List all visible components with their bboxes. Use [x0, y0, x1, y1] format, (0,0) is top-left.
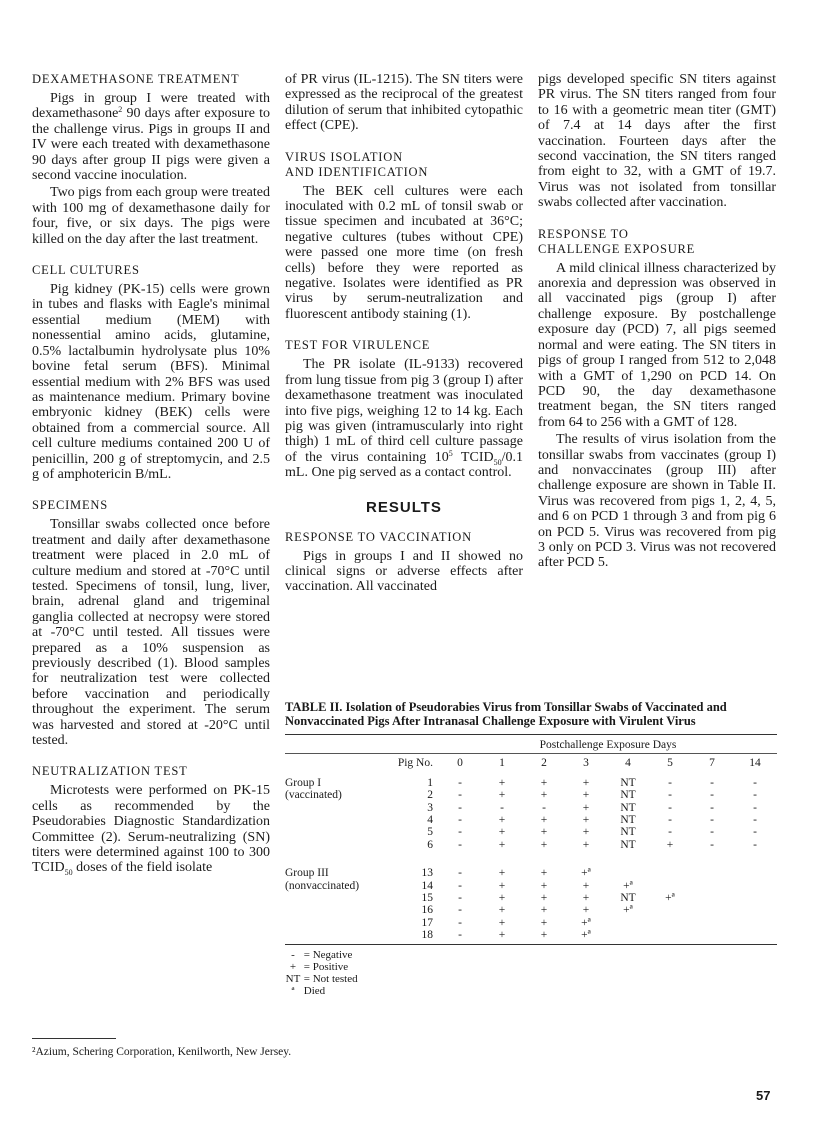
- section-virulence: [285, 338, 523, 480]
- result-cell: [649, 880, 691, 892]
- result-cell: -: [753, 801, 757, 814]
- result-cell: NT: [620, 838, 636, 851]
- result-cell: +: [582, 789, 590, 802]
- legend-symbol: +: [289, 960, 297, 973]
- column-header: 5: [649, 754, 691, 773]
- text: Microtests were performed on PK-15 cells as recommended by the Pseudorabies Diagnostic Standardization Committee (2). Serum-neutralizing (SN) titers were determined against 100 to 300 TCID: [32, 783, 270, 876]
- result-cell: -: [753, 838, 757, 851]
- result-cell: +ª: [581, 929, 591, 942]
- group-i-body: [285, 773, 777, 851]
- result-cell: -: [710, 801, 714, 814]
- result-cell: +: [540, 892, 548, 905]
- table-header-row: [285, 735, 777, 754]
- result-cell: [733, 917, 777, 929]
- superscript: 5: [448, 448, 453, 458]
- section-specimens: [32, 498, 270, 748]
- result-cell: +: [498, 838, 506, 851]
- result-cell: +ª: [623, 879, 633, 892]
- result-cell: +: [498, 867, 506, 880]
- paragraph: pigs developed specific SN titers against PR virus. The SN titers ranged from four to 16 with a geometric mean titer (GMT) of 7.4 at 14 days after the first vaccination. Fourteen days after the second vaccination, the SN titers ranged from eight to 32, with a GMT of 19.7. Virus was not isolated from tonsillar swabs collected after vaccination.: [538, 72, 776, 211]
- result-cell: +: [498, 929, 506, 942]
- result-cell: [733, 929, 777, 941]
- text: /0.1 mL. One pig served as a contact control.: [285, 449, 523, 481]
- result-cell: [607, 929, 649, 941]
- result-cell: +: [540, 776, 548, 789]
- pig-number: 5: [427, 826, 433, 839]
- text: doses of the field isolate: [72, 860, 213, 876]
- pig-number: 3: [427, 801, 433, 814]
- result-cell: [691, 880, 733, 892]
- table-header-row: [285, 754, 777, 773]
- section-continued: [285, 72, 523, 134]
- result-cell: +: [582, 892, 590, 905]
- result-cell: NT: [620, 826, 636, 839]
- table-bottom-rule: [285, 944, 777, 945]
- result-cell: -: [753, 826, 757, 839]
- table-row: [285, 892, 777, 904]
- result-cell: -: [710, 826, 714, 839]
- result-cell: [691, 851, 733, 879]
- paragraph: The BEK cell cultures were each inoculated with 0.2 mL of tonsil swab or tissue specimen and incubated at 36°C; negative cultures (tubes without CPE) were passed one more time (on fresh cells) before they were reported as negative. Isolates were identified as PR virus by serum-neutralization and fluorescent antibody staining (1).: [285, 183, 523, 322]
- result-cell: -: [668, 789, 672, 802]
- subscript: 50: [64, 868, 73, 878]
- result-cell: +ª: [581, 916, 591, 929]
- group-label: (vaccinated): [285, 789, 342, 802]
- result-cell: -: [542, 801, 546, 814]
- section-dexamethasone: [32, 72, 270, 247]
- section-heading: SPECIMENS: [32, 498, 108, 513]
- group-iii-body: [285, 851, 777, 941]
- result-cell: +ª: [581, 867, 591, 880]
- column-header: 3: [565, 754, 607, 773]
- result-cell: +: [582, 801, 590, 814]
- section-heading: NEUTRALIZATION TEST: [32, 764, 188, 779]
- section-heading: CELL CULTURES: [32, 263, 140, 278]
- legend-entry: [285, 985, 777, 997]
- section-neutralization: [32, 764, 270, 878]
- result-cell: +: [540, 929, 548, 942]
- result-cell: +: [582, 814, 590, 827]
- result-cell: +: [582, 838, 590, 851]
- table-row: [285, 929, 777, 941]
- table-row: [285, 839, 777, 851]
- result-cell: -: [458, 776, 462, 789]
- table-row: [285, 851, 777, 879]
- result-cell: -: [710, 838, 714, 851]
- group-label: [285, 929, 393, 941]
- result-cell: +: [540, 916, 548, 929]
- pig-number: 13: [421, 867, 433, 880]
- section-heading: TEST FOR VIRULENCE: [285, 338, 431, 353]
- result-cell: +: [498, 789, 506, 802]
- result-cell: NT: [620, 776, 636, 789]
- paragraph: Pig kidney (PK-15) cells were grown in tubes and flasks with Eagle's minimal essential medium (MEM) with nonessential amino acids, glutamine, 0.5% lactalbumin hydrolysate plus 10% bovine fetal serum (BFS). Minimal essential medium with 2% BFS was used as maintenance medium. Primary bovine embryonic kidney (BEK) cells were obtained from a commercial source. All cell culture mediums contained 200 U of penicillin, 200 g of streptomycin, and 2.5 g of amphotericin B/mL.: [32, 282, 270, 482]
- paragraph: [285, 357, 523, 480]
- section-cell-cultures: [32, 263, 270, 482]
- paragraph: Pigs in groups I and II showed no clinical signs or adverse effects after vaccination. All vaccinated: [285, 548, 523, 595]
- legend-entry: [285, 973, 777, 985]
- results-table: [285, 735, 777, 942]
- result-cell: -: [458, 826, 462, 839]
- pig-number: 18: [421, 929, 433, 942]
- result-cell: +: [498, 892, 506, 905]
- result-cell: +: [540, 879, 548, 892]
- subscript: 50: [493, 457, 502, 467]
- result-cell: [607, 917, 649, 929]
- result-cell: [691, 892, 733, 904]
- group-label: Group I: [285, 776, 322, 789]
- table-row: [285, 773, 777, 789]
- paragraph: [32, 91, 270, 183]
- paragraph: [32, 783, 270, 878]
- result-cell: +: [498, 904, 506, 917]
- group-label: [285, 917, 393, 929]
- group-label: [285, 892, 393, 904]
- result-cell: +: [498, 916, 506, 929]
- legend-symbol: NT: [285, 973, 301, 986]
- span-header: Postchallenge Exposure Days: [539, 739, 677, 751]
- column-header: 7: [691, 754, 733, 773]
- result-cell: [733, 880, 777, 892]
- result-cell: [733, 892, 777, 904]
- table-row: [285, 904, 777, 916]
- column-header: 4: [607, 754, 649, 773]
- result-cell: +: [582, 879, 590, 892]
- result-cell: [607, 851, 649, 879]
- result-cell: NT: [620, 801, 636, 814]
- group-label: [285, 814, 393, 826]
- result-cell: +: [498, 879, 506, 892]
- result-cell: +: [666, 838, 674, 851]
- text: TCID: [452, 449, 494, 465]
- result-cell: +: [540, 789, 548, 802]
- result-cell: -: [710, 776, 714, 789]
- column-header: Pig No.: [393, 754, 439, 773]
- result-cell: +: [540, 867, 548, 880]
- text: 90 days after exposure to the challenge virus. Pigs in groups II and IV were each treated with dexamethasone 90 days after group II pigs were given a second vaccine inoculation.: [32, 106, 270, 184]
- column-2: [285, 72, 523, 597]
- table-row: [285, 826, 777, 838]
- result-cell: -: [710, 789, 714, 802]
- pig-number: 6: [427, 838, 433, 851]
- pig-number: 17: [421, 916, 433, 929]
- legend-entry: [285, 961, 777, 973]
- section-virus-isolation: [285, 150, 523, 323]
- footnote-mark: 2: [118, 105, 123, 115]
- pig-number: 4: [427, 814, 433, 827]
- pig-number: 15: [421, 892, 433, 905]
- legend-entry: [285, 949, 777, 961]
- result-cell: -: [710, 814, 714, 827]
- result-cell: +ª: [623, 904, 633, 917]
- column-3: [538, 72, 776, 573]
- column-1: [32, 72, 270, 892]
- result-cell: -: [458, 916, 462, 929]
- section-heading: DEXAMETHASONE TREATMENT: [32, 72, 240, 86]
- result-cell: [733, 851, 777, 879]
- result-cell: [691, 904, 733, 916]
- result-cell: NT: [620, 789, 636, 802]
- paragraph: Tonsillar swabs collected once before treatment and daily after dexamethasone treatment were placed in 2.0 mL of culture medium and stored at -70°C until tested. Specimens of tonsil, lung, liver, brain, adrenal gland and trigeminal ganglia collected at necropsy were stored at -70°C until tested. All tissues were prepared as a 10% suspension as previously described (1). Blood samples for neutralization test were collected before vaccination and periodically throughout the experiment. The serum was harvested and stored at -20°C until tested.: [32, 517, 270, 749]
- section-response-challenge: [538, 227, 776, 571]
- pig-number: 2: [427, 789, 433, 802]
- table-caption: TABLE II. Isolation of Pseudorabies Virus from Tonsillar Swabs of Vaccinated and Nonvaccinated Pigs After Intranasal Challenge Exposure with Virulent Virus: [285, 700, 727, 728]
- legend-text: = Not tested: [301, 973, 358, 986]
- result-cell: [649, 851, 691, 879]
- group-label: [285, 802, 393, 814]
- pig-number: 1: [427, 776, 433, 789]
- section-heading: [285, 150, 523, 180]
- result-cell: -: [668, 801, 672, 814]
- result-cell: [649, 929, 691, 941]
- table-row: [285, 917, 777, 929]
- table-row: [285, 880, 777, 892]
- group-label: [285, 826, 393, 838]
- result-cell: -: [458, 879, 462, 892]
- result-cell: -: [458, 838, 462, 851]
- result-cell: [691, 929, 733, 941]
- result-cell: -: [458, 892, 462, 905]
- result-cell: [691, 917, 733, 929]
- group-label: [285, 904, 393, 916]
- result-cell: +: [582, 904, 590, 917]
- result-cell: +: [540, 826, 548, 839]
- legend-text: = Positive: [301, 960, 349, 973]
- result-cell: +: [498, 814, 506, 827]
- table-legend: [285, 949, 777, 998]
- result-cell: -: [458, 904, 462, 917]
- result-cell: +: [540, 814, 548, 827]
- paragraph: Two pigs from each group were treated with 100 mg of dexamethasone daily for four, five, or six days. The pigs were killed on the day after the last treatment.: [32, 185, 270, 247]
- legend-text: Died: [301, 985, 326, 998]
- text: The PR isolate (IL-9133) recovered from lung tissue from pig 3 (group I) after dexamethasone treatment was inoculated into five pigs, weighing 12 to 14 kg. Each pig was given (intramuscularly into right thigh) 1 mL of third cell culture passage of the virus containing 10: [285, 357, 523, 465]
- section-heading: [538, 227, 776, 257]
- column-header: 1: [481, 754, 523, 773]
- pig-number: 14: [421, 879, 433, 892]
- result-cell: +ª: [665, 892, 675, 905]
- table-row: [285, 789, 777, 801]
- result-cell: [733, 904, 777, 916]
- result-cell: -: [753, 814, 757, 827]
- footnote-rule: [32, 1038, 116, 1039]
- result-cell: +: [540, 904, 548, 917]
- result-cell: +: [498, 776, 506, 789]
- result-cell: -: [500, 801, 504, 814]
- result-cell: +: [582, 826, 590, 839]
- heading-line: VIRUS ISOLATION: [285, 149, 403, 164]
- group-label: (nonvaccinated): [285, 879, 360, 892]
- result-cell: NT: [620, 892, 636, 905]
- result-cell: -: [753, 776, 757, 789]
- paragraph: A mild clinical illness characterized by anorexia and depression was observed in all vaccinated pigs (group I) after challenge exposure. By postchallenge exposure day (PCD) 7, all pigs seemed normal and were eating. The SN titers in pigs of group I ranged from 512 to 2,048 with a GMT of 1,290 on PCD 14. On PCD 90, the day dexamethasone treatment began, the SN titers ranged from 64 to 256 with a GMT of 128.: [538, 260, 776, 430]
- legend-symbol: ª: [291, 985, 295, 998]
- group-label: [285, 839, 393, 851]
- table-row: [285, 802, 777, 814]
- legend-symbol: -: [291, 948, 295, 961]
- table-ii: [285, 700, 777, 998]
- column-header: 2: [523, 754, 565, 773]
- result-cell: NT: [620, 814, 636, 827]
- section-heading: RESPONSE TO VACCINATION: [285, 529, 472, 544]
- results-heading: RESULTS: [366, 498, 442, 516]
- result-cell: -: [458, 789, 462, 802]
- footnote: ²Azium, Schering Corporation, Kenilworth, New Jersey.: [32, 1046, 292, 1058]
- result-cell: -: [668, 826, 672, 839]
- heading-line: AND IDENTIFICATION: [285, 164, 429, 179]
- result-cell: -: [668, 776, 672, 789]
- table-row: [285, 814, 777, 826]
- result-cell: +: [498, 826, 506, 839]
- result-cell: -: [668, 814, 672, 827]
- section-response-vaccination: [285, 530, 523, 595]
- result-cell: -: [753, 789, 757, 802]
- group-label: Group III: [285, 867, 329, 880]
- page-number: 57: [756, 1088, 771, 1103]
- result-cell: -: [458, 867, 462, 880]
- result-cell: +: [540, 838, 548, 851]
- result-cell: -: [458, 801, 462, 814]
- paragraph: of PR virus (IL-1215). The SN titers were expressed as the reciprocal of the greatest dilution of serum that inhibited cytopathic effect (CPE).: [285, 72, 523, 134]
- legend-text: = Negative: [301, 948, 353, 961]
- result-cell: [649, 904, 691, 916]
- result-cell: -: [458, 929, 462, 942]
- result-cell: [649, 917, 691, 929]
- result-cell: -: [458, 814, 462, 827]
- section-continued: [538, 72, 776, 211]
- text: Pigs in group I were treated with dexamethasone: [32, 91, 270, 122]
- pig-number: 16: [421, 904, 433, 917]
- paragraph: The results of virus isolation from the tonsillar swabs from vaccinates (group I) and nonvaccinates (group III) after challenge exposure are shown in Table II. Virus was recovered from pigs 1, 2, 4, 5, and 6 on PCD 1 through 3 and from pig 6 on PCD 5. Virus was recovered from pig 3 only on PCD 3. Virus was not recovered after PCD 5.: [538, 432, 776, 571]
- heading-line: RESPONSE TO: [538, 226, 629, 241]
- column-header: 14: [733, 754, 777, 773]
- heading-line: CHALLENGE EXPOSURE: [538, 241, 696, 256]
- result-cell: +: [582, 776, 590, 789]
- column-header: 0: [439, 754, 481, 773]
